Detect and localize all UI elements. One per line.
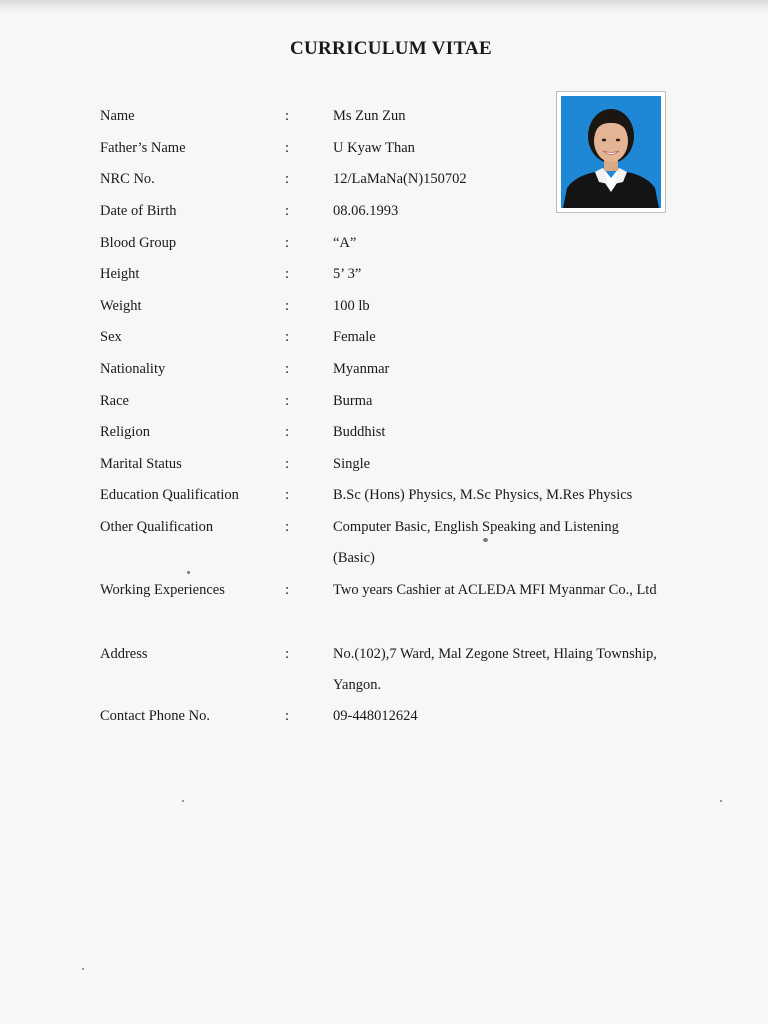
scan-speck: [483, 538, 488, 542]
field-value: B.Sc (Hons) Physics, M.Sc Physics, M.Res Physics: [333, 487, 633, 503]
field-value: 100 lb: [333, 298, 370, 314]
field-value: Burma: [333, 393, 373, 409]
field-label: Address: [100, 646, 148, 662]
field-separator: :: [285, 108, 290, 124]
cv-row: [0, 519, 768, 543]
field-value: Ms Zun Zun: [333, 108, 406, 124]
field-separator: :: [285, 393, 290, 409]
cv-row: [0, 140, 768, 164]
field-separator: :: [285, 424, 290, 440]
cv-row: [0, 646, 768, 670]
cv-row: [0, 171, 768, 195]
field-value: Myanmar: [333, 361, 390, 377]
cv-row: [0, 235, 768, 259]
field-value: Female: [333, 329, 376, 345]
scan-speck: [182, 800, 184, 802]
field-separator: :: [285, 708, 290, 724]
field-separator: :: [285, 646, 290, 662]
field-label: Father’s Name: [100, 140, 186, 156]
scan-speck: [82, 968, 84, 970]
field-separator: :: [285, 140, 290, 156]
field-value: 5’ 3”: [333, 266, 362, 282]
field-label: Contact Phone No.: [100, 708, 210, 724]
field-label: Name: [100, 108, 135, 124]
scan-edge-shadow: [0, 0, 768, 14]
field-label: Other Qualification: [100, 519, 214, 535]
field-value: Single: [333, 456, 371, 472]
field-value-continuation: Yangon.: [333, 677, 382, 693]
field-separator: :: [285, 235, 290, 251]
cv-row: [0, 456, 768, 480]
field-separator: :: [285, 329, 290, 345]
field-value: No.(102),7 Ward, Mal Zegone Street, Hlaing Township,: [333, 646, 657, 662]
field-value: U Kyaw Than: [333, 140, 415, 156]
field-label: Blood Group: [100, 235, 177, 251]
scan-speck: [187, 571, 190, 574]
field-label: Race: [100, 393, 129, 409]
cv-row: [0, 108, 768, 132]
cv-row: [0, 582, 768, 606]
field-separator: :: [285, 361, 290, 377]
cv-row: [0, 487, 768, 511]
field-separator: :: [285, 487, 290, 503]
field-value: Computer Basic, English Speaking and Listening: [333, 519, 619, 535]
field-separator: :: [285, 266, 290, 282]
field-value: Two years Cashier at ACLEDA MFI Myanmar Co., Ltd: [333, 582, 657, 598]
field-separator: :: [285, 298, 290, 314]
cv-row: [0, 393, 768, 417]
field-label: Date of Birth: [100, 203, 177, 219]
field-value: 12/LaMaNa(N)150702: [333, 171, 467, 187]
cv-row: [0, 424, 768, 448]
field-label: Nationality: [100, 361, 166, 377]
field-separator: :: [285, 171, 290, 187]
cv-row: [0, 298, 768, 322]
field-label: Marital Status: [100, 456, 182, 472]
cv-row: [0, 203, 768, 227]
field-label: Education Qualification: [100, 487, 239, 503]
field-value: “A”: [333, 235, 357, 251]
field-value: 08.06.1993: [333, 203, 399, 219]
cv-row: [0, 266, 768, 290]
field-separator: :: [285, 456, 290, 472]
field-label: NRC No.: [100, 171, 155, 187]
field-separator: :: [285, 582, 290, 598]
document-title: CURRICULUM VITAE: [289, 38, 493, 59]
cv-row: [0, 329, 768, 353]
field-label: Sex: [100, 329, 122, 345]
scan-speck: [720, 800, 722, 802]
field-label: Working Experiences: [100, 582, 225, 598]
cv-row: [0, 708, 768, 732]
field-label: Religion: [100, 424, 150, 440]
field-label: Weight: [100, 298, 142, 314]
field-label: Height: [100, 266, 140, 282]
field-value: Buddhist: [333, 424, 386, 440]
field-separator: :: [285, 519, 290, 535]
field-separator: :: [285, 203, 290, 219]
field-value: 09-448012624: [333, 708, 418, 724]
cv-row: [0, 361, 768, 385]
field-value-continuation: (Basic): [333, 550, 375, 566]
